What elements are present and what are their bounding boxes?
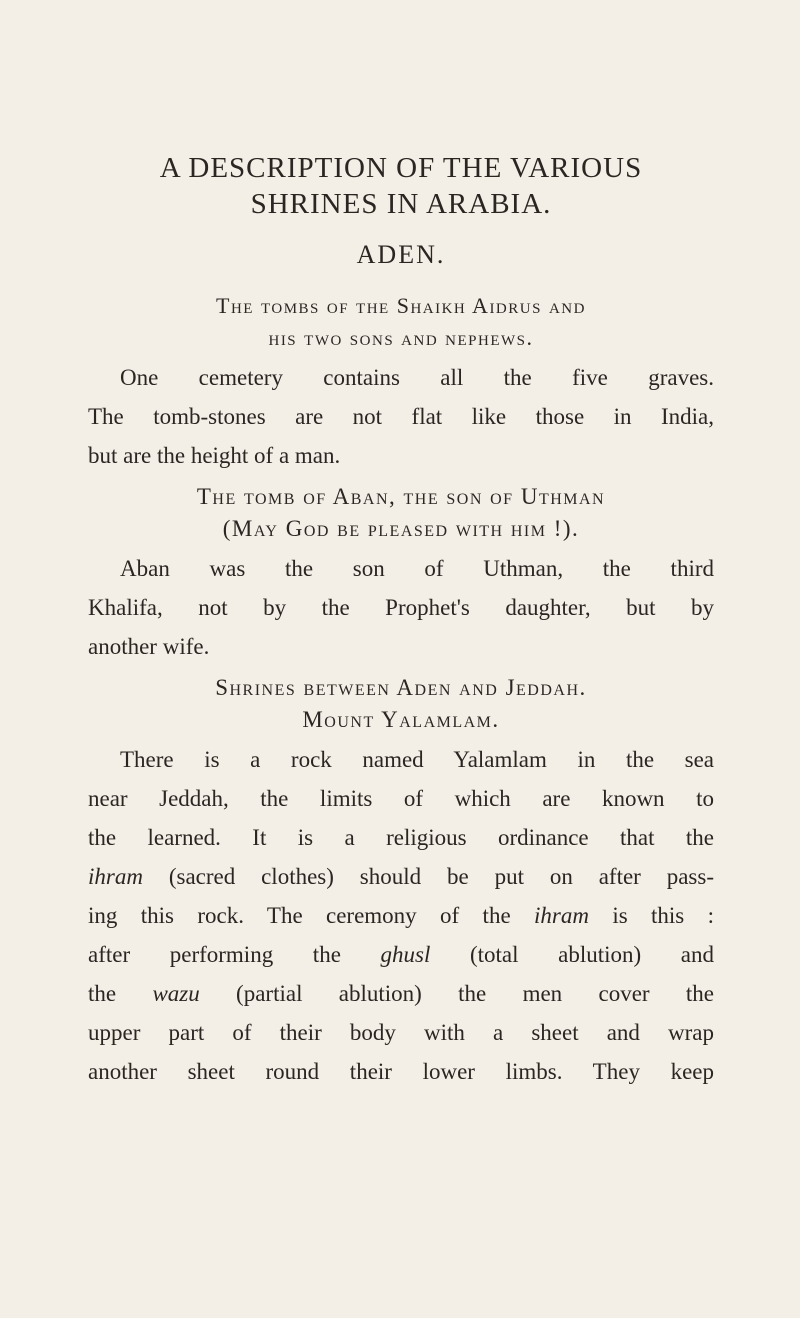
paragraph-line: the learned. It is a religious ordinance that the bbox=[88, 825, 714, 850]
paragraph-text: ing this rock. The ceremony of the bbox=[88, 903, 535, 928]
paragraph-line: Aban was the son of Uthman, the third bbox=[120, 556, 714, 581]
section-heading-shrines bbox=[88, 672, 714, 736]
paragraph-line bbox=[88, 896, 714, 935]
paragraph-line: There is a rock named Yalamlam in the sea bbox=[120, 747, 714, 772]
paragraph-line bbox=[88, 935, 714, 974]
paragraph-line bbox=[88, 857, 714, 896]
paragraph-text: is this : bbox=[588, 903, 714, 928]
section-heading-shrines-line-2: Mount Yalamlam. bbox=[302, 707, 500, 732]
term-ihram: ihram bbox=[88, 864, 143, 889]
term-wazu: wazu bbox=[152, 981, 200, 1006]
paragraph-aban bbox=[88, 549, 714, 666]
paragraph-line: upper part of their body with a sheet and wrap bbox=[88, 1020, 714, 1045]
place-heading: ADEN. bbox=[356, 240, 446, 269]
paragraph-line: One cemetery contains all the five graves. bbox=[120, 365, 714, 390]
paragraph-yalamlam bbox=[88, 740, 714, 1091]
paragraph-line: Khalifa, not by the Prophet's daughter, but by bbox=[88, 595, 714, 620]
section-heading-aban-line-1: The tomb of Aban, the son of Uthman bbox=[196, 484, 606, 509]
paragraph-line: The tomb-stones are not flat like those in India, bbox=[88, 404, 714, 429]
section-heading-aidrus-line-1: The tombs of the Shaikh Aidrus and bbox=[216, 293, 586, 318]
book-page bbox=[88, 150, 714, 1097]
chapter-title bbox=[88, 150, 714, 222]
paragraph-cemetery bbox=[88, 358, 714, 475]
paragraph-line: but are the height of a man. bbox=[88, 443, 341, 468]
section-heading-aidrus bbox=[88, 290, 714, 354]
paragraph-text: the bbox=[88, 981, 153, 1006]
term-ihram: ihram bbox=[534, 903, 589, 928]
section-heading-aban bbox=[88, 481, 714, 545]
paragraph-text: (total ablution) and bbox=[430, 942, 714, 967]
paragraph-text: (partial ablution) the men cover the bbox=[199, 981, 714, 1006]
paragraph-line: near Jeddah, the limits of which are known to bbox=[88, 786, 714, 811]
paragraph-line: another wife. bbox=[88, 634, 210, 659]
chapter-title-line-2: SHRINES IN ARABIA. bbox=[250, 188, 552, 220]
section-heading-aban-line-2: (May God be pleased with him !). bbox=[222, 516, 580, 541]
paragraph-text: (sacred clothes) should be put on after pass- bbox=[142, 864, 714, 889]
paragraph-line bbox=[88, 974, 714, 1013]
section-heading-aidrus-line-2: his two sons and nephews. bbox=[268, 325, 534, 350]
chapter-title-line-1: A DESCRIPTION OF THE VARIOUS bbox=[159, 152, 643, 184]
section-heading-shrines-line-1: Shrines between Aden and Jeddah. bbox=[215, 675, 587, 700]
paragraph-text: after performing the bbox=[88, 942, 381, 967]
paragraph-line: another sheet round their lower limbs. They keep bbox=[88, 1059, 714, 1084]
term-ghusl: ghusl bbox=[380, 942, 431, 967]
